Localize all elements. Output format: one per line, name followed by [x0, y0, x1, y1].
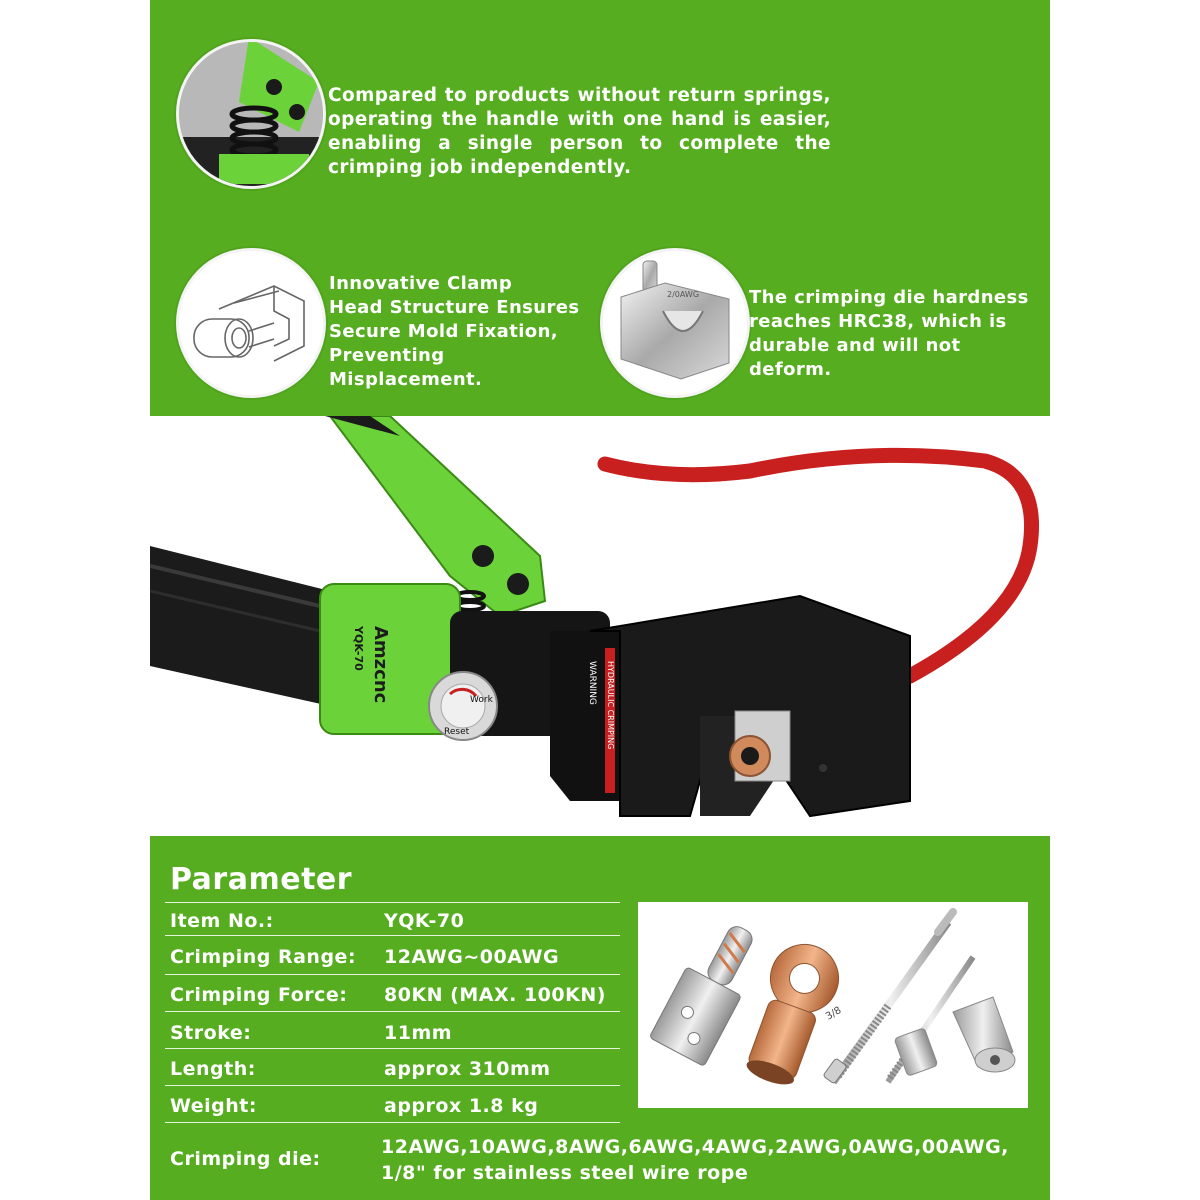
param-value-crimping-range: 12AWG~00AWG [384, 946, 560, 968]
param-value-crimping-die [381, 1134, 1041, 1186]
accessories-photo [638, 902, 1028, 1108]
feature-die-line-1: The crimping die hardness [749, 287, 1029, 308]
warning-label: WARNING [587, 661, 597, 705]
param-label-item-no: Item No.: [170, 910, 274, 932]
clamp-head-sketch-icon [176, 248, 326, 398]
param-label-stroke: Stroke: [170, 1022, 252, 1044]
knob-reset-label: Reset [444, 727, 470, 737]
param-divider [165, 974, 620, 975]
param-value-crimping-force: 80KN (MAX. 100KN) [384, 984, 606, 1006]
param-value-length: approx 310mm [384, 1058, 551, 1080]
param-divider [165, 1122, 620, 1123]
feature-clamp-line-2: Head Structure Ensures [329, 297, 580, 318]
param-divider [165, 1048, 620, 1049]
knob-work-label: Work [470, 695, 493, 705]
end-fitting [953, 997, 1015, 1072]
param-value-weight: approx 1.8 kg [384, 1095, 539, 1117]
ferrule-sleeve [894, 1028, 938, 1077]
crimping-tool-photo [150, 416, 1050, 836]
crimping-die-line-1: 12AWG,10AWG,8AWG,6AWG,4AWG,2AWG,0AWG,00AWG, [381, 1136, 1009, 1158]
param-value-item-no: YQK-70 [384, 910, 465, 932]
feature-clamp-line-1: Innovative Clamp [329, 273, 513, 294]
param-divider [165, 1011, 620, 1012]
hydraulic-crimping-label: HYDRAULIC CRIMPING [606, 661, 615, 750]
model-label: YQK-70 [352, 626, 365, 671]
return-spring-photo-icon [176, 39, 326, 189]
crimping-die-photo-icon [600, 248, 750, 398]
param-label-length: Length: [170, 1058, 256, 1080]
tinned-lug [649, 914, 769, 1067]
feature-return-spring-text: Compared to products without return springs, operating the handle with one hand is easier, enabling a single person to complete the crimping job independently. [328, 85, 831, 178]
param-divider [165, 902, 620, 903]
die-size-label: 2/0AWG [667, 290, 700, 299]
feature-die-hardness-text [749, 286, 1039, 382]
parameter-title: Parameter [170, 862, 353, 897]
param-value-stroke: 11mm [384, 1022, 453, 1044]
feature-clamp-head-text [329, 272, 599, 392]
brand-label: Amzcnc [370, 626, 391, 704]
feature-die-line-2: reaches HRC38, which is [749, 311, 1007, 332]
param-divider [165, 1085, 620, 1086]
param-label-weight: Weight: [170, 1095, 257, 1117]
crimping-die-line-2: 1/8" for stainless steel wire rope [381, 1162, 749, 1184]
param-label-crimping-force: Crimping Force: [170, 984, 348, 1006]
param-divider [165, 935, 620, 936]
feature-clamp-line-4: Preventing Misplacement. [329, 345, 483, 390]
lug-size-label: 3/8 [824, 1005, 844, 1023]
param-label-crimping-range: Crimping Range: [170, 946, 357, 968]
feature-clamp-line-3: Secure Mold Fixation, [329, 321, 559, 342]
param-label-crimping-die: Crimping die: [170, 1148, 321, 1170]
feature-die-line-3: durable and will not deform. [749, 335, 961, 380]
